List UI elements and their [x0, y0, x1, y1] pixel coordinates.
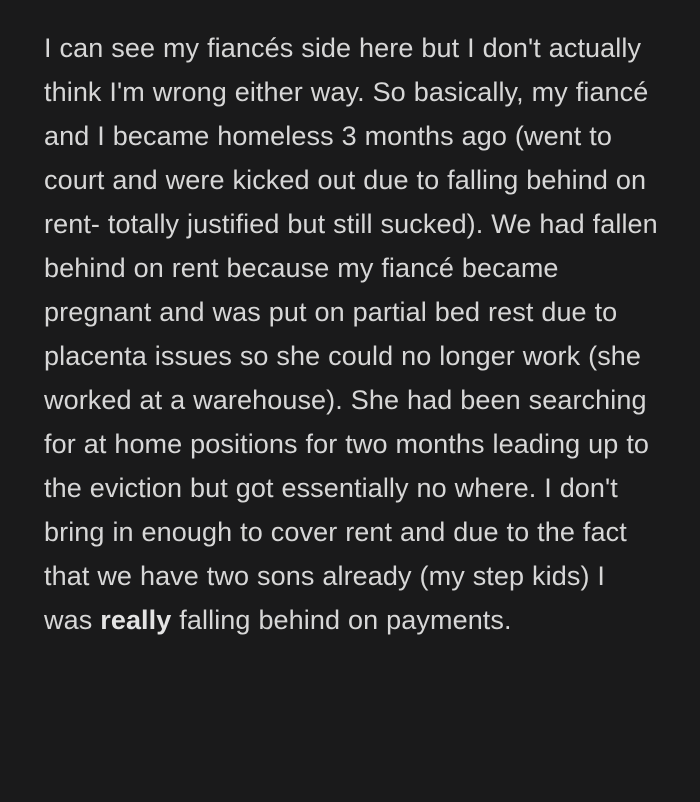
post-text-segment-1: I can see my fiancés side here but I don't actually think I'm wrong either way. So basically, my fiancé and I became homeless 3 months ago (went to court and were kicked out due to falling behind on rent- totally justified but still sucked). We had fallen behind on rent because my fiancé became pregnant and was put on partial bed rest due to placenta issues so she could no longer work (she worked at a warehouse). She had been searching for at home positions for two months leading up to the eviction but got essentially no where. I don't bring in enough to cover rent and due to the fact that we have two sons already (my step kids) I was	[44, 33, 658, 635]
post-text-segment-2: falling behind on payments.	[171, 605, 512, 635]
post-paragraph	[44, 26, 660, 642]
post-emphasis-word: really	[100, 605, 172, 635]
